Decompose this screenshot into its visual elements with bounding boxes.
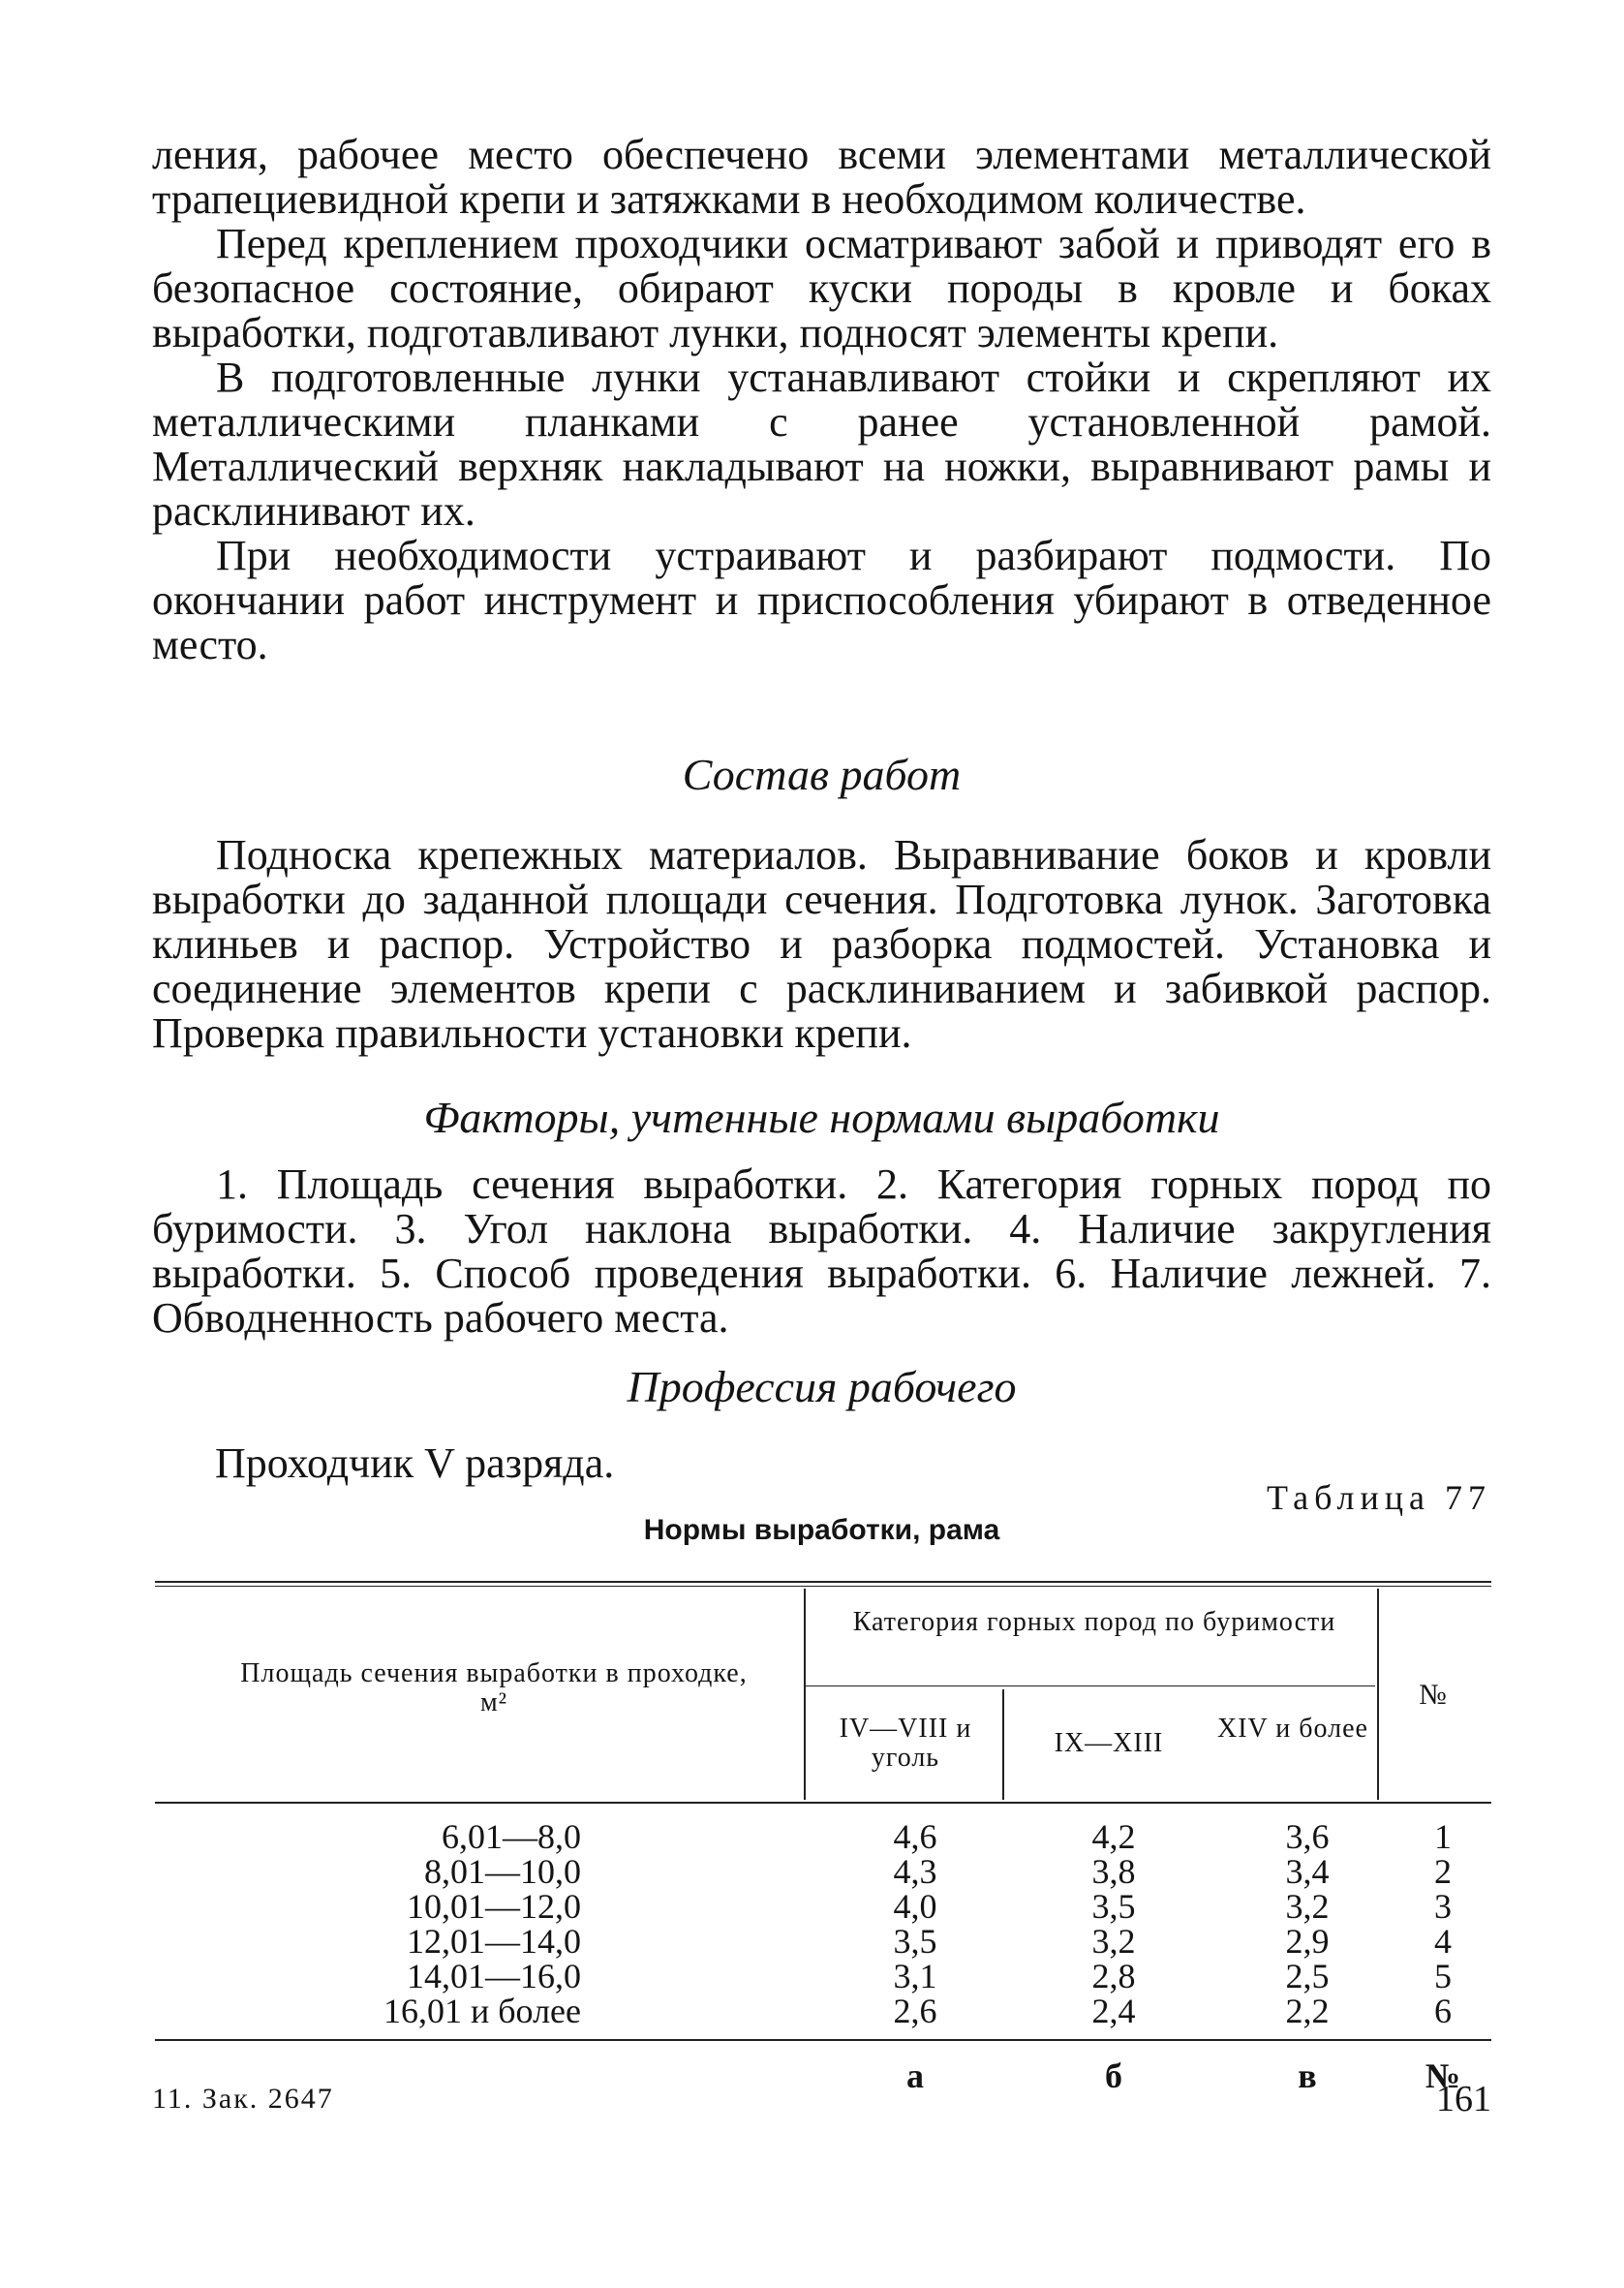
category-divider-rule (806, 1685, 1375, 1686)
header-area: Площадь сечения выработки в проходке, м² (240, 1658, 748, 1717)
cell-b: 3,5 (1091, 1887, 1136, 1926)
col-divider-area (804, 1589, 806, 1800)
cell-a: 2,6 (893, 1992, 937, 2030)
cell-num: 2 (1434, 1852, 1452, 1891)
paragraph: В подготовленные лунки устанавливают стойки и скрепляют их металлическими планками с ранее установленной рамой. Металлический верхняк накладывают на ножки, выравнивают рамы и расклинивают их. (152, 354, 1491, 535)
footer-order: 11. Зак. 2647 (152, 2083, 334, 2115)
table-title: Нормы выработки, рама (643, 1514, 1000, 1546)
header-bottom-rule (155, 1802, 1491, 1804)
table-top-rule-thin (155, 1586, 1491, 1587)
section-heading-factors: Факторы, учтенные нормами выработки (423, 1093, 1220, 1142)
composition-text (152, 833, 1491, 1056)
cell-num: 4 (1434, 1922, 1452, 1961)
section-heading-composition: Состав работ (682, 750, 962, 799)
cell-b: 2,8 (1091, 1957, 1136, 1995)
cell-num: 1 (1434, 1817, 1452, 1856)
paragraph: 1. Площадь сечения выработки. 2. Категория горных пород по буримости. 3. Угол наклона выработки. 4. Наличие закругления выработки. 5. Способ проведения выработки. 6. Наличие лежней. 7. Обводненность рабочего места. (152, 1160, 1491, 1342)
cell-area: 16,01 и более (383, 1992, 581, 2030)
header-col-1: IV—VIII и уголь (839, 1714, 972, 1773)
paragraph: ления, рабочее место обеспечено всеми элементами металлической трапециевидной крепи и затяжками в необходимом количестве. (152, 131, 1491, 223)
col-divider-num (1377, 1589, 1379, 1800)
cell-b: 2,4 (1091, 1992, 1136, 2030)
cell-b: 4,2 (1091, 1817, 1136, 1856)
cell-c: 3,2 (1285, 1887, 1330, 1926)
paragraph: Перед креплением проходчики осматривают забой и приводят его в безопасное состояние, обирают куски породы в кровле и боках выработки, подготавливают лунки, подносят элементы крепи. (152, 220, 1491, 356)
column-letter-a: а (906, 2056, 924, 2095)
cell-a: 4,3 (893, 1852, 937, 1891)
header-category: Категория горных пород по буримости (852, 1607, 1336, 1637)
paragraph: Подноска крепежных материалов. Выравнивание боков и кровли выработки до заданной площади сечения. Подготовка лунок. Заготовка клиньев и распор. Устройство и разборка подмостей. Установка и соединение элементов крепи с расклиниванием и забивкой распор. Проверка правильности установки крепи. (152, 831, 1491, 1057)
cell-area: 10,01—12,0 (407, 1887, 581, 1926)
header-num: № (1419, 1679, 1448, 1711)
header-col-2: IX—XIII (1054, 1728, 1164, 1758)
cell-area: 8,01—10,0 (424, 1852, 581, 1891)
cell-a: 4,6 (893, 1817, 937, 1856)
column-letter-c: в (1298, 2056, 1317, 2095)
cell-c: 3,4 (1285, 1852, 1330, 1891)
cell-num: 6 (1434, 1992, 1452, 2030)
table-bottom-rule (155, 2039, 1491, 2041)
cell-b: 3,2 (1091, 1922, 1136, 1961)
column-letter-num: № (1425, 2056, 1461, 2095)
cell-area: 12,01—14,0 (407, 1922, 581, 1961)
cell-area: 14,01—16,0 (407, 1957, 581, 1995)
cell-num: 5 (1434, 1957, 1452, 1995)
page-number: 161 (1436, 2079, 1491, 2119)
section-heading-profession: Профессия рабочего (627, 1362, 1017, 1411)
column-letter-b: б (1105, 2056, 1122, 2095)
body-text-top (152, 133, 1491, 667)
col-divider-1 (1002, 1689, 1004, 1800)
cell-c: 3,6 (1285, 1817, 1330, 1856)
factors-text (152, 1162, 1491, 1341)
cell-a: 3,5 (893, 1922, 937, 1961)
cell-c: 2,2 (1285, 1992, 1330, 2030)
cell-num: 3 (1434, 1887, 1452, 1926)
cell-b: 3,8 (1091, 1852, 1136, 1891)
cell-area: 6,01—8,0 (442, 1817, 581, 1856)
table-caption: Таблица 77 (1267, 1478, 1491, 1517)
cell-a: 3,1 (893, 1957, 937, 1995)
paragraph: При необходимости устраивают и разбирают подмости. По окончании работ инструмент и приспособления убирают в отведенное место. (152, 532, 1491, 668)
cell-a: 4,0 (893, 1887, 937, 1926)
header-col-3: XIV и более (1217, 1714, 1368, 1744)
cell-c: 2,5 (1285, 1957, 1330, 1995)
table-top-rule (155, 1581, 1491, 1583)
cell-c: 2,9 (1285, 1922, 1330, 1961)
profession-text: Проходчик V разряда. (215, 1439, 615, 1487)
